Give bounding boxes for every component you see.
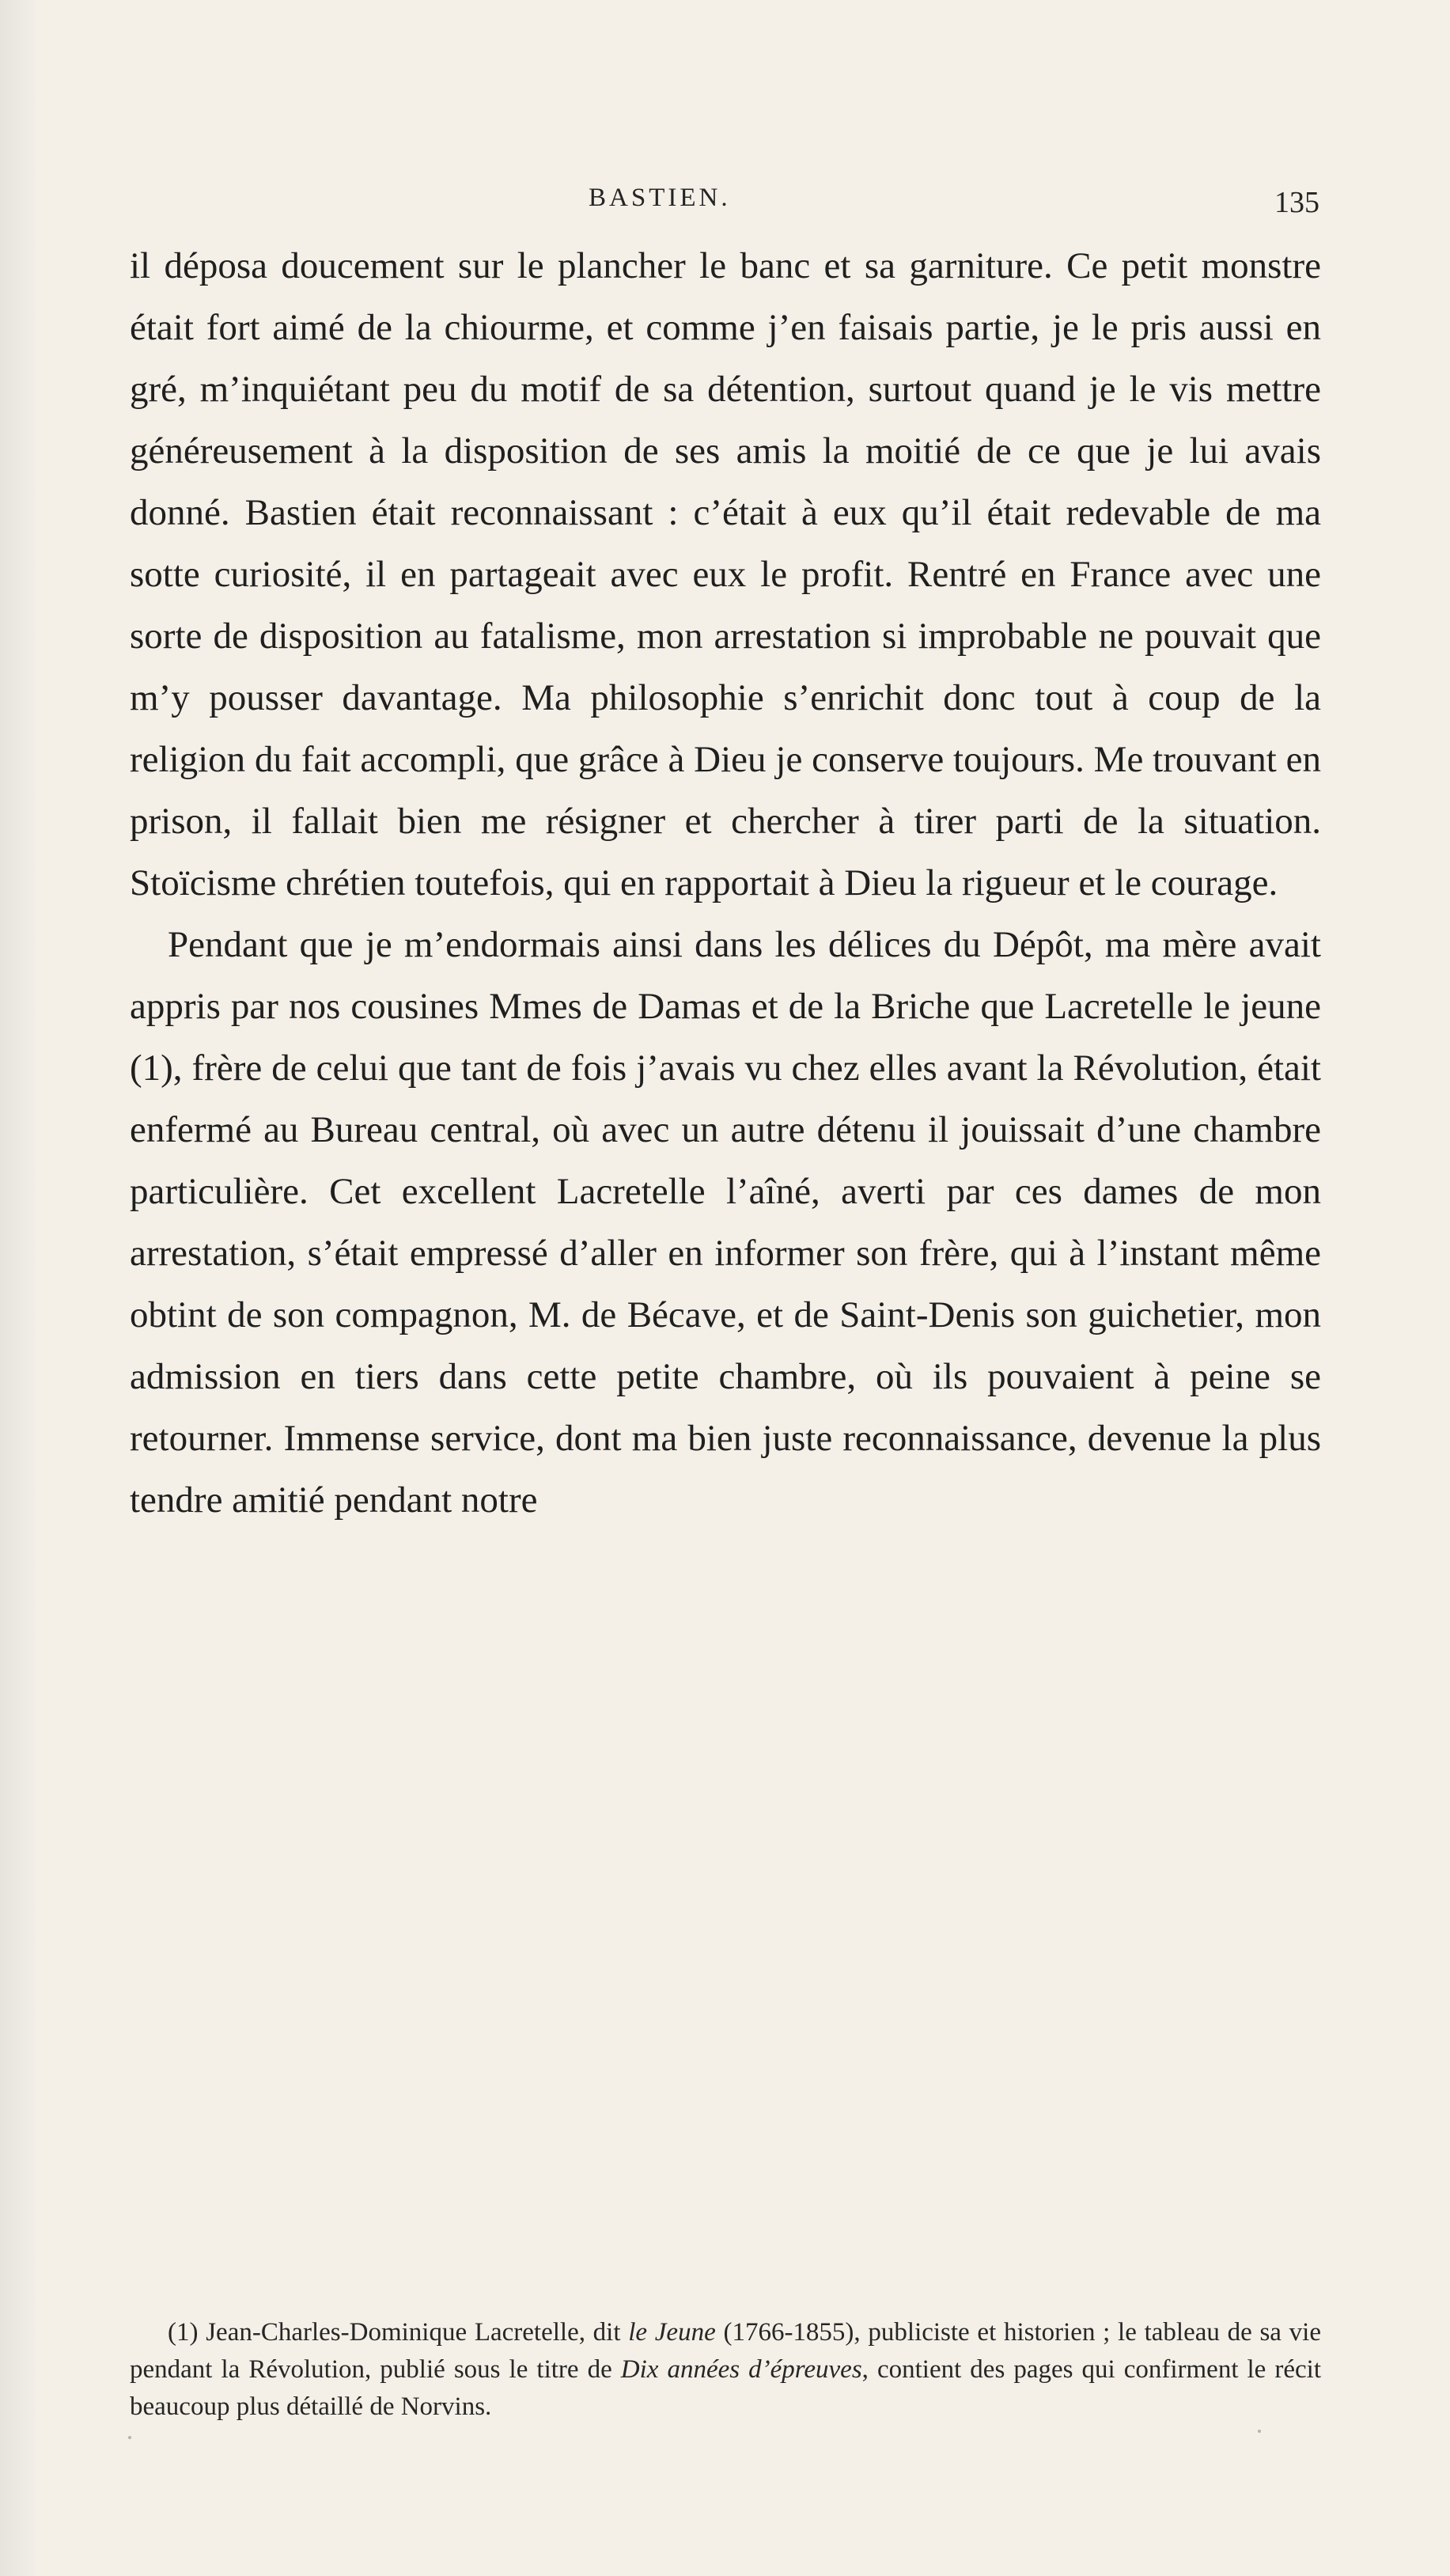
footnote-italic-2: Dix années d’épreuves <box>620 2355 862 2384</box>
main-text <box>130 235 1321 1531</box>
paper-speck <box>128 2436 131 2439</box>
footnote-part-1: (1) Jean-Charles-Dominique Lacretelle, dit <box>168 2318 629 2347</box>
page-number: 135 <box>1274 186 1319 219</box>
footnote <box>130 2314 1321 2426</box>
footnote-part-3: (1766-1855), publiciste et historien ; le tableau de sa vie pendant la Révolution, publié sous le titre de <box>130 2318 1321 2384</box>
running-head: BASTIEN. <box>589 184 731 212</box>
page-left-edge <box>0 0 35 2576</box>
footnote-text <box>130 2314 1321 2426</box>
page-header <box>128 184 1319 228</box>
footnote-italic-1: le Jeune <box>628 2318 716 2347</box>
paper-speck <box>1258 2430 1261 2433</box>
paragraph-2: Pendant que je m’endormais ainsi dans les délices du Dépôt, ma mère avait appris par nos cousines Mmes de Damas et de la Briche que Lacretelle le jeune (1), frère de celui que tant de fois j’avais vu chez elles avant la Révolution, était enfermé au Bureau central, où avec un autre détenu il jouissait d’une chambre particulière. Cet excellent Lacretelle l’aîné, averti par ces dames de mon arrestation, s’était empressé d’aller en informer son frère, qui à l’instant même obtint de son compagnon, M. de Bécave, et de Saint-Denis son guichetier, mon admission en tiers dans cette petite chambre, où ils pouvaient à peine se retourner. Immense service, dont ma bien juste reconnaissance, devenue la plus tendre amitié pendant notre <box>130 924 1321 1521</box>
paragraph-1: il déposa doucement sur le plancher le banc et sa garniture. Ce petit monstre était fort aimé de la chiourme, et comme j’en faisais partie, je le pris aussi en gré, m’inquiétant peu du motif de sa détention, surtout quand je le vis mettre généreusement à la disposition de ses amis la moitié de ce que je lui avais donné. Bastien était reconnaissant : c’était à eux qu’il était redevable de ma sotte curiosité, il en partageait avec eux le profit. Rentré en France avec une sorte de disposition au fatalisme, mon arrestation si improbable ne pouvait que m’y pousser davantage. Ma philosophie s’enrichit donc tout à coup de la religion du fait accompli, que grâce à Dieu je conserve toujours. Me trouvant en prison, il fallait bien me résigner et chercher à tirer parti de la situation. Stoïcisme chrétien toutefois, qui en rapportait à Dieu la rigueur et le courage. <box>130 245 1321 903</box>
footnote-part-5: , contient des pages qui confirment le récit beaucoup plus détaillé de Norvins. <box>130 2355 1321 2421</box>
